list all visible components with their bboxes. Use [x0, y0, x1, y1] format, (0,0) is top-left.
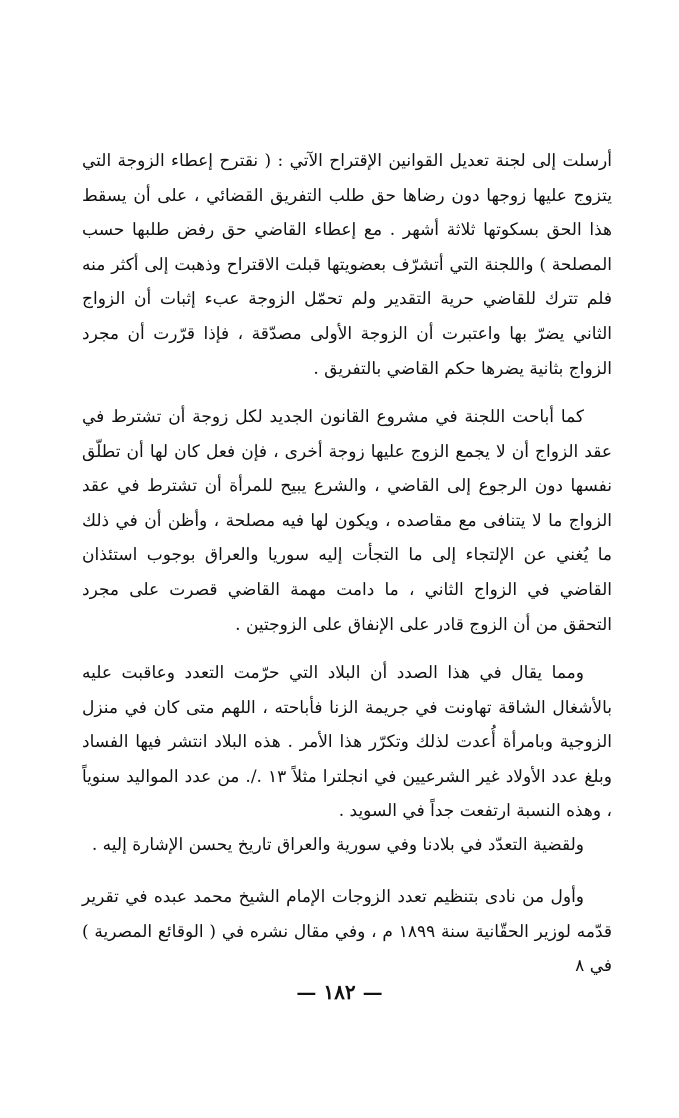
paragraph-proposal: أرسلت إلى لجنة تعديل القوانين الإقتراح الآتي : ( نقترح إعطاء الزوجة التي يتزوج عليها زوجها دون رضاها حق طلب التفريق القضائي ، على أن يسقط هذا الحق بسكوتها ثلاثة أشهر . مع إعطاء القاضي حق رفض طلبها حسب المصلحة ) واللجنة التي أتشرّف بعضويتها قبلت الاقتراح وذهبت إلى أكثر منه فلم تترك للقاضي حرية التقدير ولم تحمّل الزوجة عبء إثبات أن الزواج الثاني يضرّ بها واعتبرت أن الزوجة الأولى مصدّقة ، فإذا قرّرت أن مجرد الزواج بثانية يضرها حكم القاضي بالتفريق .: [82, 151, 612, 379]
paragraph-muhammad-abduh: وأول من نادى بتنظيم تعدد الزوجات الإمام الشيخ محمد عبده في تقرير قدّمه لوزير الحقّانية سنة ١٨٩٩ م ، وفي مقال نشره في ( الوقائع المصرية ) في ٨: [82, 887, 612, 977]
page-number: — ١٨٢ —: [296, 980, 383, 1004]
paragraph-marriage-condition: كما أباحت اللجنة في مشروع القانون الجديد لكل زوجة أن تشترط في عقد الزواج أن لا يجمع الزوج عليها زوجة أخرى ، فإن فعل كان لها أن تطلّق نفسها دون الرجوع إلى القاضي ، والشرع يبيح للمرأة أن تشترط في عقد الزواج ما لا يتنافى مع مقاصده ، ويكون لها فيه مصلحة ، وأظن أن في ذلك ما يُغني عن الإلتجاء إلى ما التجأت إليه سوريا والعراق بوجوب استئذان القاضي في الزواج الثاني ، ما دامت مهمة القاضي قصرت على مجرد التحقق من أن الزوج قادر على الإنفاق على الزوجتين .: [82, 407, 612, 635]
paragraph-history-intro: ولقضية التعدّد في بلادنا وفي سورية والعراق تاريخ يحسن الإشارة إليه .: [91, 835, 584, 855]
paragraph-polygamy-ban-countries: ومما يقال في هذا الصدد أن البلاد التي حرّمت التعدد وعاقبت عليه بالأشغال الشاقة تهاونت في جريمة الزنا فأباحته ، اللهم متى كان في منزل الزوجية وبامرأة أُعدت لذلك وتكرّر هذا الأمر . هذه البلاد انتشر فيها الفساد وبلغ عدد الأولاد غير الشرعيين في انجلترا مثلاً ١٣ ./. من عدد المواليد سنوياً ، وهذه النسبة ارتفعت جداً في السويد .: [82, 663, 612, 822]
